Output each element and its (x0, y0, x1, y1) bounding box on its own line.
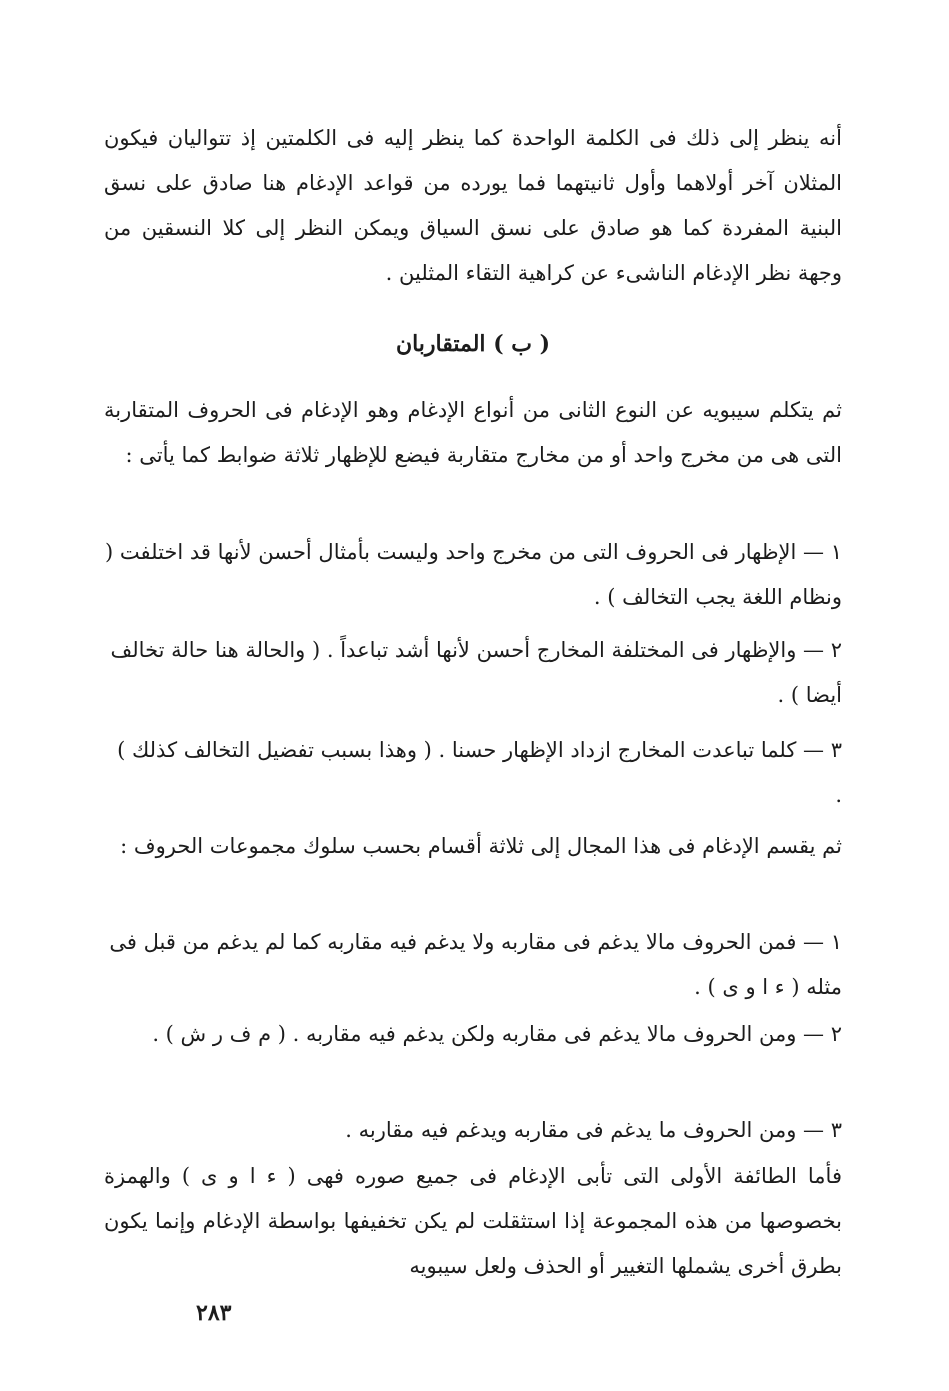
rule-item: ٣ — كلما تباعدت المخارج ازداد الإظهار حسنا . ( وهذا بسبب تفضيل التخالف كذلك ) . (117, 738, 842, 807)
group-item: ٣ — ومن الحروف ما يدغم فى مقاربه ويدغم فيه مقاربه . (345, 1118, 842, 1142)
rule-item: ٢ — والإظهار فى المختلفة المخارج أحسن لأنها أشد تباعداً . ( والحالة هنا حالة تخالف أيضا ) . (110, 638, 842, 707)
paragraph-sibawayh-intro: ثم يتكلم سيبويه عن النوع الثانى من أنواع الإدغام وهو الإدغام فى الحروف المتقاربة التى هى من مخرج واحد أو من مخارج متقاربة فيضع للإظهار ثلاثة ضوابط كما يأتى : (104, 398, 842, 467)
intro-paragraph: أنه ينظر إلى ذلك فى الكلمة الواحدة كما ينظر إليه فى الكلمتين إذ تتواليان فيكون المثلان آخر أولاهما وأول ثانيتهما فما يورده من قواعد الإدغام هنا صادق على نسق البنية المفردة كما هو صادق على نسق السياق ويمكن النظر إلى كلا النسقين من وجهة نظر الإدغام الناشىء عن كراهية التقاء المثلين . (104, 126, 842, 285)
section-heading: ( ب ) المتقاربان (395, 331, 551, 357)
paragraph-groups-intro: ثم يقسم الإدغام فى هذا المجال إلى ثلاثة أقسام بحسب سلوك مجموعات الحروف : (120, 834, 842, 858)
group-item: ٢ — ومن الحروف مالا يدغم فى مقاربه ولكن يدغم فيه مقاربه . ( م ف ر ش ) . (152, 1022, 842, 1046)
group-item: ١ — فمن الحروف مالا يدغم فى مقاربه ولا يدغم فيه مقاربه كما لم يدغم من قبل فى مثله ( ء ا و ى ) . (109, 930, 842, 999)
rule-item: ١ — الإظهار فى الحروف التى من مخرج واحد وليست بأمثال أحسن لأنها قد اختلفت ( ونظام اللغة يجب التخالف ) . (105, 540, 842, 609)
page-number: ٢٨٣ (196, 1300, 232, 1326)
paragraph-first-group: فأما الطائفة الأولى التى تأبى الإدغام فى جميع صوره فهى ( ء ا و ى ) والهمزة بخصوصها من هذه المجموعة إذا استثقلت لم يكن تخفيفها بواسطة الإدغام وإنما يكون بطرق أخرى يشملها التغيير أو الحذف ولعل سيبويه (104, 1164, 842, 1278)
